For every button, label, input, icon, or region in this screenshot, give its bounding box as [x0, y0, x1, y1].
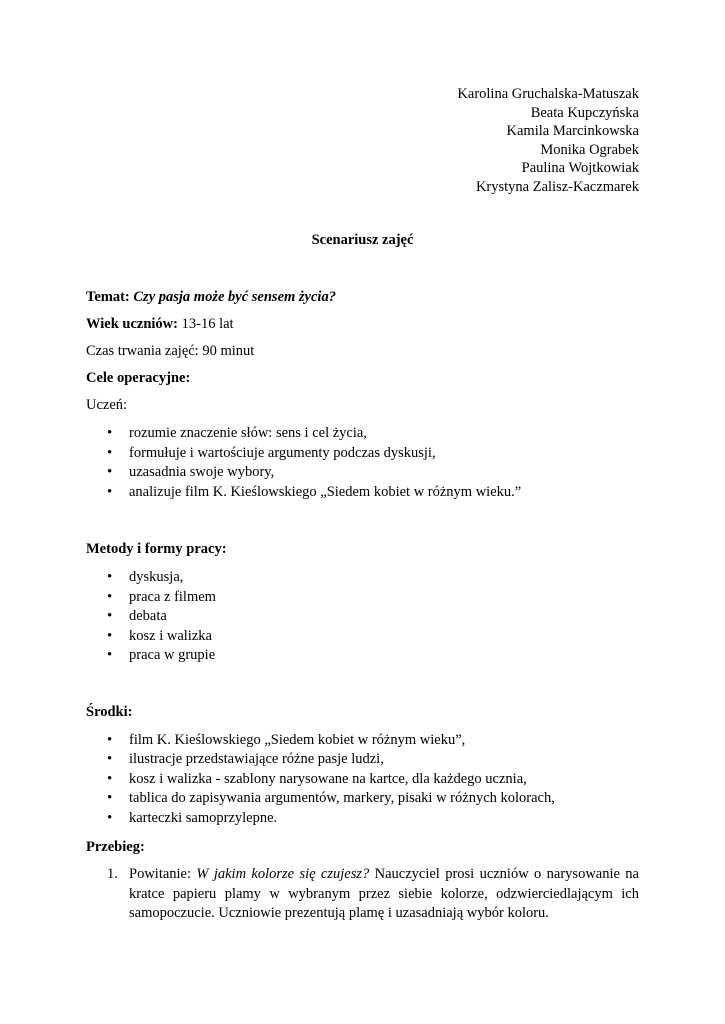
list-item: • tablica do zapisywania argumentów, markery, pisaki w różnych kolorach,	[86, 789, 639, 809]
step-lead: Powitanie:	[129, 866, 197, 882]
age-label: Wiek uczniów:	[86, 316, 178, 332]
list-item: • debata	[86, 607, 639, 627]
list-item: • analizuje film K. Kieślowskiego „Siedem kobiet w różnym wieku.”	[86, 483, 639, 503]
step-question: W jakim kolorze się czujesz?	[196, 866, 370, 882]
authors-block	[457, 85, 639, 196]
duration-line: Czas trwania zajęć: 90 minut	[86, 343, 255, 359]
topic-value: Czy pasja może być sensem życia?	[133, 289, 336, 305]
resources-list	[86, 731, 639, 829]
procedure-heading: Przebieg:	[86, 839, 145, 855]
list-item: • praca z filmem	[86, 588, 639, 608]
procedure-step	[86, 865, 639, 924]
list-item: • rozumie znaczenie słów: sens i cel życia,	[86, 424, 639, 444]
author-name: Krystyna Zalisz-Kaczmarek	[475, 178, 639, 195]
author-name: Beata Kupczyńska	[530, 104, 639, 121]
author-name: Paulina Wojtkowiak	[521, 160, 639, 176]
objectives-intro: Uczeń:	[86, 397, 128, 413]
topic-label: Temat:	[86, 289, 130, 305]
author-name: Kamila Marcinkowska	[506, 123, 639, 139]
list-item: • uzasadnia swoje wybory,	[86, 463, 639, 483]
age-value: 13-16 lat	[181, 316, 234, 332]
list-item: • film K. Kieślowskiego „Siedem kobiet w różnym wieku”,	[86, 731, 639, 751]
topic-line	[86, 288, 639, 306]
author-name: Monika Ograbek	[540, 141, 639, 158]
document-title: Scenariusz zajęć	[311, 232, 414, 248]
list-item: • karteczki samoprzylepne.	[86, 809, 639, 829]
step-text: Nauczyciel prosi uczniów o narysowanie na kratce papieru plamy w wybranym przez siebie kolorze, odzwierciedlającym ich samopoczucie. Uczniowie prezentują plamę i uzasadniają wybór koloru.	[129, 866, 639, 921]
list-item: • kosz i walizka	[86, 627, 639, 647]
methods-list	[86, 568, 639, 666]
objectives-list	[86, 424, 639, 502]
step-number: 1.	[107, 866, 118, 882]
age-line	[86, 315, 639, 333]
list-item: • formułuje i wartościuje argumenty podczas dyskusji,	[86, 444, 639, 464]
methods-heading: Metody i formy pracy:	[86, 541, 227, 557]
procedure-list	[86, 865, 639, 924]
list-item: • dyskusja,	[86, 568, 639, 588]
objectives-heading: Cele operacyjne:	[86, 370, 191, 386]
list-item: • kosz i walizka - szablony narysowane na kartce, dla każdego ucznia,	[86, 770, 639, 790]
resources-heading: Środki:	[86, 703, 133, 720]
list-item: • praca w grupie	[86, 646, 639, 666]
document-body	[86, 288, 639, 924]
list-item: • ilustracje przedstawiające różne pasje ludzi,	[86, 750, 639, 770]
author-name: Karolina Gruchalska-Matuszak	[457, 86, 639, 102]
